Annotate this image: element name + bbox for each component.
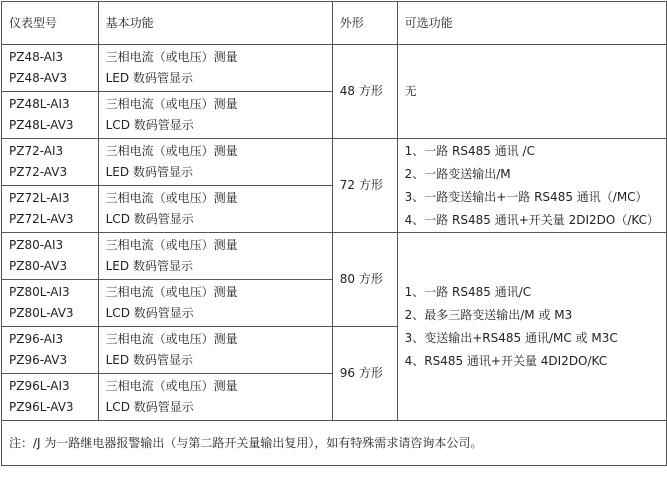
model-cell	[2, 280, 99, 327]
model-name: PZ80L-AI3	[9, 285, 70, 299]
model-name: PZ72-AV3	[9, 165, 68, 179]
function-cell	[98, 186, 332, 233]
header-options: 可选功能	[397, 2, 666, 45]
option-item: 无	[404, 84, 417, 98]
options-cell	[397, 233, 666, 421]
model-name: PZ80L-AV3	[9, 306, 74, 320]
model-name: PZ80-AI3	[9, 238, 64, 252]
function-text: 三相电流（或电压）测量	[105, 97, 238, 111]
options-cell	[397, 139, 666, 233]
function-text: 三相电流（或电压）测量	[105, 379, 238, 393]
model-cell	[2, 327, 99, 374]
function-cell	[98, 45, 332, 92]
option-item: 1、一路 RS485 通讯/C	[404, 284, 532, 299]
function-cell	[98, 92, 332, 139]
option-item: 2、最多三路变送输出/M 或 M3	[404, 307, 573, 322]
table-row	[2, 139, 667, 186]
header-shape: 外形	[332, 2, 397, 45]
function-text: 三相电流（或电压）测量	[105, 144, 238, 158]
shape-cell: 48 方形	[332, 45, 397, 139]
model-name: PZ80-AV3	[9, 259, 68, 273]
table-row	[2, 45, 667, 92]
footnote: 注：/J 为一路继电器报警输出（与第二路开关量输出复用），如有特殊需求请咨询本公司。	[2, 421, 667, 466]
model-cell	[2, 139, 99, 186]
function-text: 三相电流（或电压）测量	[105, 332, 238, 346]
function-text: LCD 数码管显示	[105, 118, 194, 132]
header-function: 基本功能	[98, 2, 332, 45]
function-text: LED 数码管显示	[105, 71, 193, 85]
header-model: 仪表型号	[2, 2, 99, 45]
shape-cell: 72 方形	[332, 139, 397, 233]
model-name: PZ48L-AI3	[9, 97, 70, 111]
function-text: LCD 数码管显示	[105, 306, 194, 320]
function-text: 三相电流（或电压）测量	[105, 285, 238, 299]
model-name: PZ48-AV3	[9, 71, 68, 85]
shape-cell: 80 方形	[332, 233, 397, 327]
model-name: PZ96L-AV3	[9, 400, 74, 414]
model-cell	[2, 45, 99, 92]
function-cell	[98, 233, 332, 280]
function-text: LCD 数码管显示	[105, 400, 194, 414]
model-name: PZ72L-AI3	[9, 191, 70, 205]
function-text: LED 数码管显示	[105, 259, 193, 273]
option-item: 3、变送输出+RS485 通讯/MC 或 M3C	[404, 330, 618, 345]
model-name: PZ48-AI3	[9, 50, 64, 64]
model-name: PZ72-AI3	[9, 144, 64, 158]
model-cell	[2, 186, 99, 233]
model-name: PZ96-AV3	[9, 353, 68, 367]
function-cell	[98, 374, 332, 421]
model-name: PZ96-AI3	[9, 332, 64, 346]
spec-table	[1, 1, 667, 466]
model-name: PZ96L-AI3	[9, 379, 70, 393]
option-item: 4、RS485 通讯+开关量 4DI2DO/KC	[404, 353, 608, 368]
table-row	[2, 233, 667, 280]
shape-cell: 96 方形	[332, 327, 397, 421]
function-text: 三相电流（或电压）测量	[105, 238, 238, 252]
model-cell	[2, 374, 99, 421]
function-cell	[98, 139, 332, 186]
header-row	[2, 2, 667, 45]
option-item: 2、一路变送输出/M	[404, 166, 511, 181]
option-item: 3、一路变送输出+一路 RS485 通讯（/MC）	[404, 189, 648, 204]
function-cell	[98, 280, 332, 327]
function-text: 三相电流（或电压）测量	[105, 191, 238, 205]
model-cell	[2, 233, 99, 280]
model-name: PZ48L-AV3	[9, 118, 74, 132]
function-text: LED 数码管显示	[105, 353, 193, 367]
function-text: 三相电流（或电压）测量	[105, 50, 238, 64]
function-text: LED 数码管显示	[105, 165, 193, 179]
function-cell	[98, 327, 332, 374]
option-item: 4、一路 RS485 通讯+开关量 2DI2DO（/KC）	[404, 212, 659, 227]
option-item: 1、一路 RS485 通讯 /C	[404, 143, 535, 158]
model-name: PZ72L-AV3	[9, 212, 74, 226]
note-row	[2, 421, 667, 466]
function-text: LCD 数码管显示	[105, 212, 194, 226]
options-cell	[397, 45, 666, 139]
model-cell	[2, 92, 99, 139]
